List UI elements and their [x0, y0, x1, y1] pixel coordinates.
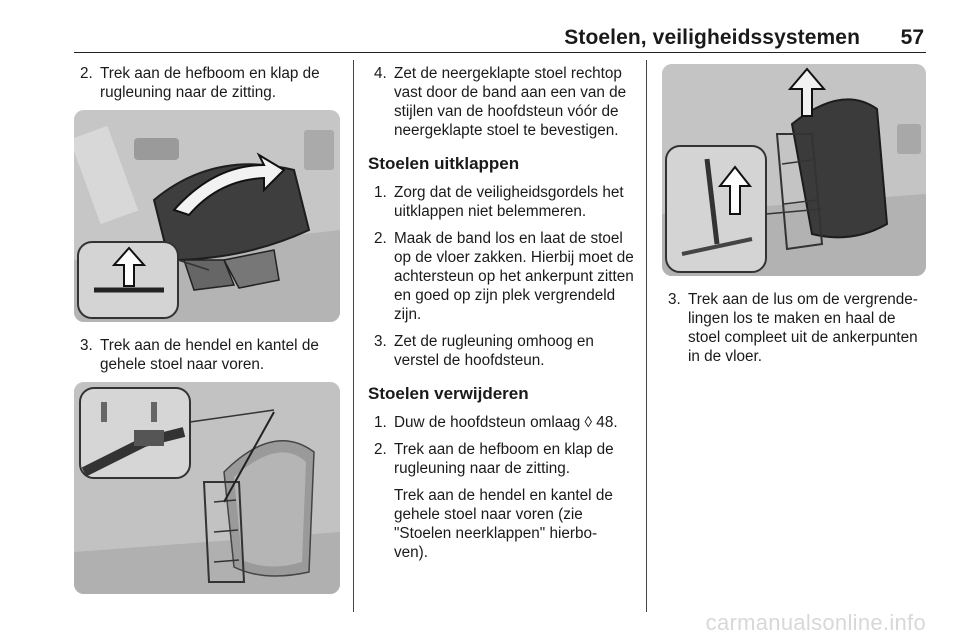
- illustration-fold-backrest: [74, 110, 340, 322]
- remove-seat-drawing: [662, 64, 926, 276]
- remove-step-1: 1. Duw de hoofdsteun omlaag ◊ 48.: [374, 414, 618, 431]
- page-reference-icon: ◊: [584, 414, 593, 431]
- heading-unfold-seats: Stoelen uitklappen: [368, 154, 520, 173]
- step-4-secure-seat: 4. Zet de neergeklapte stoel rechtop vast door de band aan een van de stijlen van de hoofdsteun vóór de neergeklapte stoel te bevestigen.: [374, 65, 627, 139]
- step-3-tilt-seat: 3. Trek aan de hendel en kantel de gehele stoel naar voren.: [80, 337, 319, 373]
- column-divider: [353, 60, 354, 612]
- tilt-seat-drawing: [74, 382, 340, 594]
- unfold-step-3: 3. Zet de rugleuning omhoog en verstel de hoofdsteun.: [374, 333, 594, 369]
- column-1: [74, 64, 340, 608]
- remove-step-2: 2. Trek aan de hefboom en klap de rugleuning naar de zitting.: [374, 441, 614, 477]
- column-divider: [646, 60, 647, 612]
- page-header: [0, 0, 960, 52]
- watermark: carmanualsonline.info: [705, 610, 926, 635]
- section-title: Stoelen, veiligheidssystemen: [564, 26, 860, 49]
- column-3: [662, 64, 926, 374]
- header-rule: [74, 52, 926, 53]
- illustration-tilt-seat: [74, 382, 340, 594]
- step-2-fold-backrest: 2. Trek aan de hefboom en klap de rugleuning naar de zitting.: [80, 65, 320, 101]
- page-number: 57: [900, 26, 924, 49]
- heading-remove-seats: Stoelen verwijderen: [368, 384, 529, 403]
- unfold-step-2: 2. Maak de band los en laat de stoel op de vloer zakken. Hierbij moet de achtersteun op het ankerpunt zitten en goed op zijn plek vergrendeld zijn.: [374, 230, 634, 323]
- column-2: [368, 64, 634, 570]
- remove-step-2-note: Trek aan de hendel en kantel de gehele stoel naar voren (zie "Stoelen neerklappen" hierbo- ven).: [394, 487, 613, 561]
- remove-step-3: 3. Trek aan de lus om de vergrende- lingen los te maken en haal de stoel compleet uit de ankerpunten in de vloer.: [668, 291, 918, 365]
- illustration-remove-seat: [662, 64, 926, 276]
- unfold-step-1: 1. Zorg dat de veiligheidsgordels het uitklappen niet belemmeren.: [374, 184, 624, 220]
- fold-backrest-drawing: [74, 110, 340, 322]
